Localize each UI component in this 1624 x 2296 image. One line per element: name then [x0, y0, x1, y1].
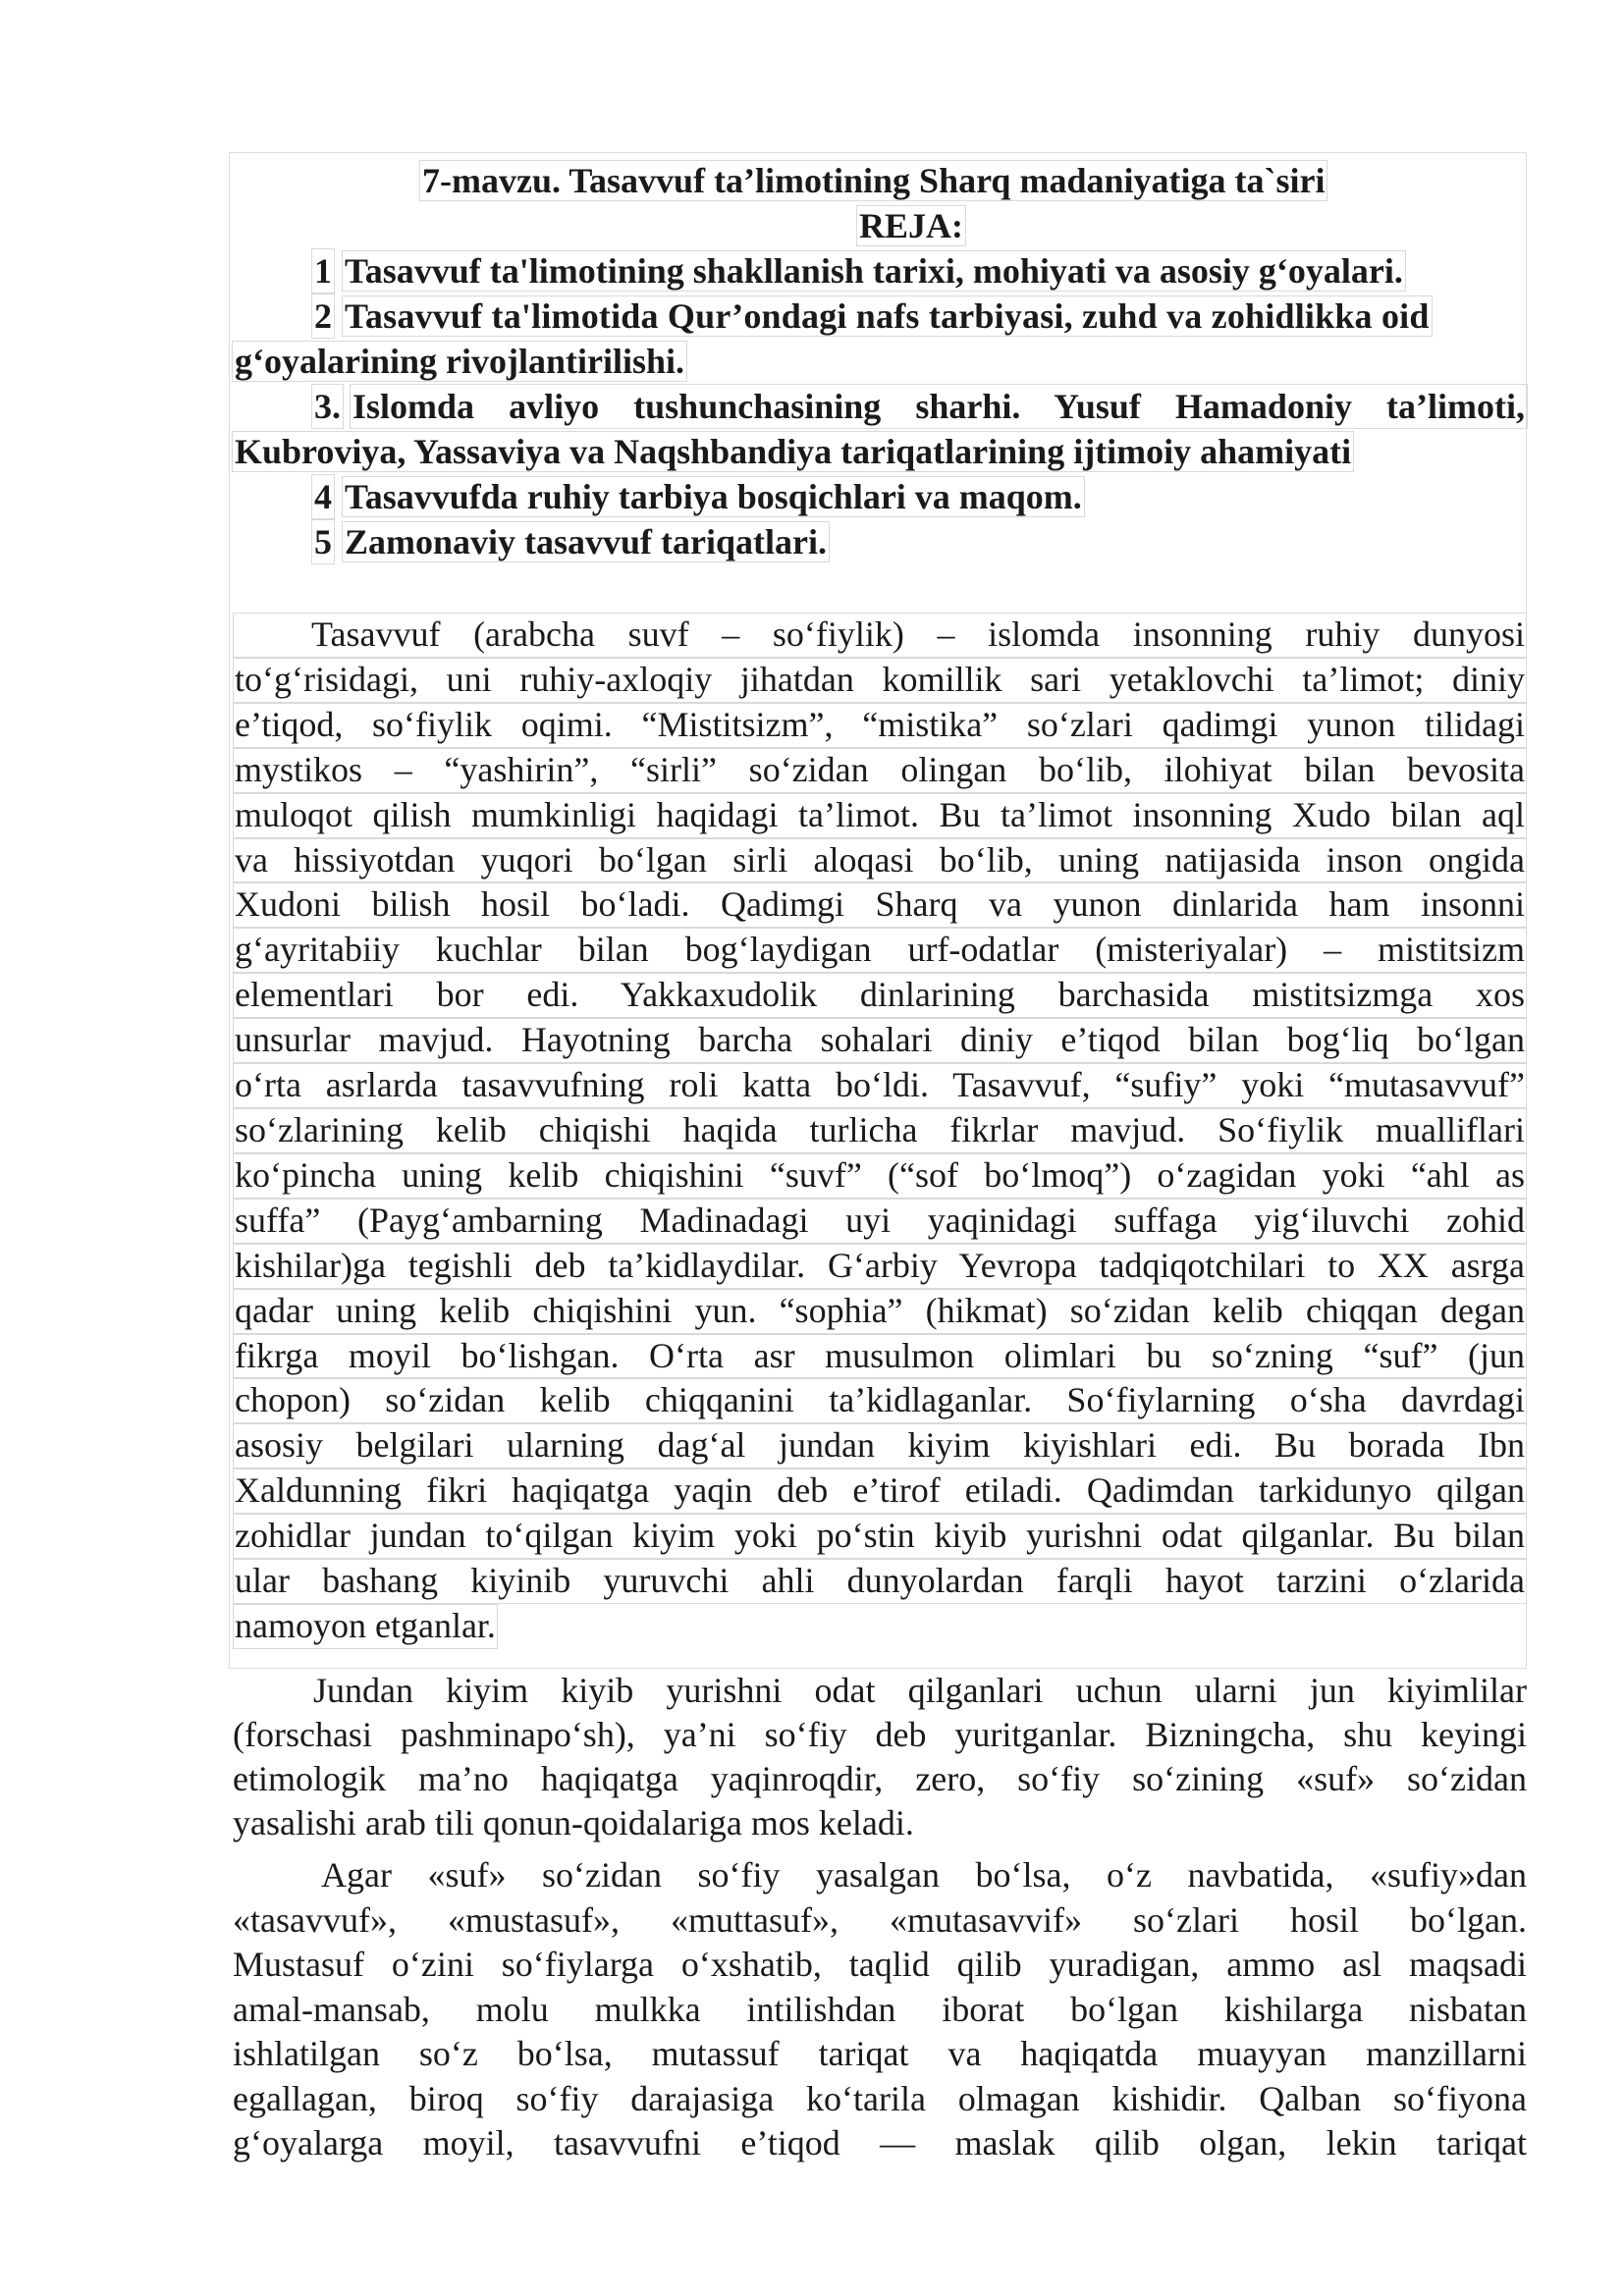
page-title — [420, 159, 1326, 202]
text-line: «tasavvuf», «mustasuf», «muttasuf», «mutasavvif» so‘zlari hosil bo‘lgan. — [233, 1899, 1527, 1940]
plan-item-2 — [312, 294, 1527, 338]
text-line: elementlari bor edi. Yakkaxudolik dinlarining barchasida mistitsizmga xos — [233, 973, 1527, 1018]
text-line: yasalishi arab tili qonun-qoidalariga mos keladi. — [233, 1803, 914, 1842]
plan-label-text: REJA: — [859, 206, 963, 245]
plan-item-number: 3. — [314, 387, 341, 426]
text-line: qadar uning kelib chiqishini yun. “sophia” (hikmat) so‘zidan kelib chiqqan degan — [233, 1289, 1527, 1334]
text-line: egallagan, biroq so‘fiy darajasiga ko‘tarila olmagan kishidir. Qalban so‘fiyona — [233, 2078, 1527, 2118]
text-line: Xaldunning fikri haqiqatga yaqin deb e’tirof etiladi. Qadimdan tarkidunyo qilgan — [233, 1468, 1527, 1514]
plan-item-text: Kubroviya, Yassaviya va Naqshbandiya tariqatlarining ijtimoiy ahamiyati — [235, 432, 1352, 471]
plan-label — [857, 204, 965, 247]
text-line: zohidlar jundan to‘qilgan kiyim yoki po‘stin kiyib yurishni odat qilganlar. Bu bilan — [233, 1514, 1527, 1559]
text-line: e’tiqod, so‘fiylik oqimi. “Mistitsizm”, “mistika” so‘zlari qadimgi yunon tilidagi — [233, 703, 1527, 748]
text-line: unsurlar mavjud. Hayotning barcha sohalari diniy e’tiqod bilan bog‘liq bo‘lgan — [233, 1018, 1527, 1063]
text-line: fikrga moyil bo‘lishgan. O‘rta asr musulmon olimlari bu so‘zning “suf” (jun — [233, 1334, 1527, 1379]
text-line: muloqot qilish mumkinligi haqidagi ta’limot. Bu ta’limot insonning Xudo bilan aql — [233, 793, 1527, 838]
text-line: amal-mansab, molu mulkka intilishdan iborat bo‘lgan kishilarga nisbatan — [233, 1989, 1527, 2029]
text-line: o‘rta asrlarda tasavvufning roli katta bo‘ldi. Tasavvuf, “sufiy” yoki “mutasavvuf” — [233, 1063, 1527, 1108]
text-line: Mustasuf o‘zini so‘fiylarga o‘xshatib, taqlid qilib yuradigan, ammo asl maqsadi — [233, 1945, 1527, 1984]
body-paragraph-1 — [233, 613, 1527, 1649]
plan-item-4 — [312, 475, 1084, 518]
plan-item-text: Tasavvuf ta'limotining shakllanish tarixi, mohiyati va asosiy g‘oyalari. — [345, 251, 1403, 291]
body-paragraph-3 — [233, 1853, 1527, 2166]
text-line: Jundan kiyim kiyib yurishni odat qilganlari uchun ularni jun kiyimlilar — [313, 1671, 1527, 1710]
plan-item-2-continued — [233, 340, 686, 383]
text-line: Agar «suf» so‘zidan so‘fiy yasalgan bo‘lsa, o‘z navbatida, «sufiy»dan — [321, 1855, 1527, 1895]
text-line: ishlatilgan so‘z bo‘lsa, mutassuf tariqat va haqiqatda muayyan manzillarni — [233, 2034, 1527, 2073]
plan-item-text: Zamonaviy tasavvuf tariqatlari. — [345, 522, 827, 561]
plan-item-text: Tasavvufda ruhiy tarbiya bosqichlari va maqom. — [345, 477, 1082, 516]
plan-item-text: Islomda avliyo tushunchasining sharhi. Yusuf Hamadoniy ta’limoti, — [352, 387, 1525, 426]
text-line: chopon) so‘zidan kelib chiqqanini ta’kidlaganlar. So‘fiylarning o‘sha davrdagi — [233, 1378, 1527, 1423]
text-line: suffa” (Payg‘ambarning Madinadagi uyi yaqinidagi suffaga yig‘iluvchi zohid — [233, 1199, 1527, 1244]
text-line: g‘oyalarga moyil, tasavvufni e’tiqod — maslak qilib olgan, lekin tariqat — [233, 2123, 1527, 2163]
text-line: asosiy belgilari ularning dag‘al jundan kiyim kiyishlari edi. Bu borada Ibn — [233, 1423, 1527, 1468]
text-line: kishilar)ga tegishli deb ta’kidlaydilar. G‘arbiy Yevropa tadqiqotchilari to XX asrga — [233, 1244, 1527, 1289]
plan-item-number: 2 — [314, 296, 332, 336]
text-line: ular bashang kiyinib yuruvchi ahli dunyolardan farqli hayot tarzini o‘zlarida — [233, 1559, 1527, 1604]
text-line: (forschasi pashminapo‘sh), ya’ni so‘fiy deb yuritganlar. Bizningcha, shu keyingi — [233, 1715, 1527, 1754]
text-line: Xudoni bilish hosil bo‘ladi. Qadimgi Sharq va yunon dinlarida ham insonni — [233, 882, 1527, 928]
text-line: mystikos – “yashirin”, “sirli” so‘zidan olingan bo‘lib, ilohiyat bilan bevosita — [233, 748, 1527, 793]
text-line: namoyon etganlar. — [233, 1604, 498, 1649]
plan-item-text: g‘oyalarining rivojlantirilishi. — [235, 342, 685, 381]
plan-item-text: Tasavvuf ta'limotida Qur’ondagi nafs tarbiyasi, zuhd va zohidlikka oid — [345, 296, 1430, 336]
plan-item-5 — [312, 520, 829, 563]
text-line: va hissiyotdan yuqori bo‘lgan sirli aloqasi bo‘lib, uning natijasida inson ongida — [233, 838, 1527, 883]
body-paragraph-2 — [233, 1669, 1527, 1845]
text-line: g‘ayritabiiy kuchlar bilan bog‘laydigan urf-odatlar (misteriyalar) – mistitsizm — [233, 928, 1527, 973]
plan-item-3 — [312, 385, 1527, 428]
plan-item-number: 1 — [314, 251, 332, 291]
plan-item-number: 4 — [314, 477, 332, 516]
text-line: Tasavvuf (arabcha suvf – so‘fiylik) – islomda insonning ruhiy dunyosi — [233, 613, 1527, 658]
text-line: to‘g‘risidagi, uni ruhiy-axloqiy jihatdan komillik sari yetaklovchi ta’limot; diniy — [233, 658, 1527, 703]
text-line: etimologik ma’no haqiqatga yaqinroqdir, zero, so‘fiy so‘zining «suf» so‘zidan — [233, 1759, 1527, 1798]
text-line: so‘zlarining kelib chiqishi haqida turlicha fikrlar mavjud. So‘fiylik mualliflari — [233, 1108, 1527, 1153]
page-title-text: 7-mavzu. Tasavvuf ta’limotining Sharq madaniyatiga ta`siri — [422, 161, 1326, 200]
plan-item-number: 5 — [314, 522, 332, 561]
plan-item-1 — [312, 249, 1405, 293]
plan-item-3-continued — [233, 430, 1353, 473]
text-line: ko‘pincha uning kelib chiqishini “suvf” (“sof bo‘lmoq”) o‘zagidan yoki “ahl as — [233, 1153, 1527, 1199]
